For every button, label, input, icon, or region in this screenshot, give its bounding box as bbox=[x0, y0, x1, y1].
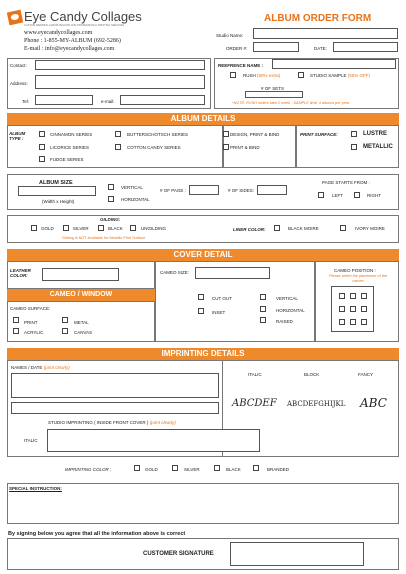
album-details-header: ALBUM DETAILS bbox=[7, 113, 399, 125]
names-field-2[interactable] bbox=[11, 402, 219, 414]
size-horizontal-label: HORIZONTAL bbox=[121, 197, 150, 202]
pos-2[interactable] bbox=[350, 293, 356, 299]
cameo-window-header: CAMEO / WINDOW bbox=[7, 289, 155, 301]
surface-acrylic-label: ACRYLIC bbox=[24, 330, 44, 335]
color-black-checkbox[interactable] bbox=[214, 465, 220, 471]
licorice-checkbox[interactable] bbox=[39, 144, 45, 150]
surface-metal-label: METAL bbox=[74, 320, 89, 325]
album-size-label: ALBUM SIZE bbox=[39, 180, 73, 186]
reference-label: REEFRENCE NAME : bbox=[218, 63, 264, 68]
cotton-candy-checkbox[interactable] bbox=[115, 144, 121, 150]
cameo-position-grid bbox=[331, 286, 374, 332]
surface-metal-checkbox[interactable] bbox=[62, 317, 68, 323]
surface-print-label: PRINT bbox=[24, 320, 38, 325]
pos-4[interactable] bbox=[339, 306, 345, 312]
liner-ivory-label: IVORY MOIRE bbox=[355, 226, 385, 231]
surface-print-checkbox[interactable] bbox=[13, 317, 19, 323]
lustre-label: LUSTRE bbox=[363, 131, 387, 137]
cameo-size-field[interactable] bbox=[195, 267, 270, 279]
date-label: DATE: bbox=[314, 46, 327, 51]
names-date-label: NAMES / DATE (print clearly) bbox=[11, 365, 70, 370]
logo-tagline: CUSTOM WEDDING ALBUM DESIGNS AND PROFESSIONAL PRINTING SERVICES bbox=[24, 24, 125, 27]
leather-label: LEATHER COLOR: bbox=[10, 268, 31, 278]
cinnamon-checkbox[interactable] bbox=[39, 131, 45, 137]
surface-acrylic-checkbox[interactable] bbox=[13, 328, 19, 334]
gild-black-checkbox[interactable] bbox=[98, 225, 104, 231]
inset-label: INSET bbox=[212, 310, 226, 315]
address-field[interactable] bbox=[35, 75, 205, 89]
gild-gold-checkbox[interactable] bbox=[31, 225, 37, 231]
cover-detail-header: COVER DETAIL bbox=[7, 249, 399, 261]
cinnamon-label: CINNAMON SERIES bbox=[50, 132, 93, 137]
logo-email: E-mail : info@eyecandycollages.com bbox=[24, 46, 115, 52]
italic-sample: ABCDEF bbox=[232, 398, 277, 409]
gild-silver-checkbox[interactable] bbox=[63, 225, 69, 231]
studio-name-field[interactable] bbox=[253, 28, 398, 39]
rush-note: *NOTE: RUSH orders take 2 week - SAMPLE limit: 4 albums per year bbox=[232, 101, 350, 105]
color-branded-checkbox[interactable] bbox=[253, 465, 259, 471]
logo-mark bbox=[7, 10, 23, 26]
sides-label: # OF SIDES: bbox=[228, 188, 255, 193]
start-right-label: RIGHT bbox=[367, 193, 381, 198]
signature-label: CUSTOMER SIGNATURE bbox=[143, 551, 214, 557]
sets-field[interactable] bbox=[245, 91, 303, 98]
rush-checkbox[interactable] bbox=[230, 72, 236, 78]
email-label: e-mail: bbox=[101, 99, 115, 104]
cameo-vertical-label: VERTICAL bbox=[276, 296, 298, 301]
gild-none-checkbox[interactable] bbox=[130, 225, 136, 231]
address-label: Address: bbox=[10, 81, 28, 86]
pos-3[interactable] bbox=[361, 293, 367, 299]
cameo-vertical-checkbox[interactable] bbox=[260, 294, 266, 300]
licorice-label: LICORICE SERIES bbox=[50, 145, 90, 150]
color-branded-label: BRANDED bbox=[267, 467, 290, 472]
pos-1[interactable] bbox=[339, 293, 345, 299]
color-gold-label: GOLD bbox=[145, 467, 158, 472]
fudge-checkbox[interactable] bbox=[39, 156, 45, 162]
inset-checkbox[interactable] bbox=[198, 308, 204, 314]
studio-imprint-field[interactable] bbox=[47, 429, 260, 452]
page-starts-label: PAGE STARTS FROM : bbox=[322, 180, 370, 185]
imprinting-header: IMPRINTING DETAILS bbox=[7, 348, 399, 360]
reference-field[interactable] bbox=[272, 59, 396, 69]
start-right-checkbox[interactable] bbox=[354, 192, 360, 198]
color-silver-checkbox[interactable] bbox=[172, 465, 178, 471]
liner-black-label: BLACK MOIRE bbox=[288, 226, 319, 231]
cameo-horizontal-label: HORIZONTAL bbox=[276, 308, 305, 313]
sides-field[interactable] bbox=[257, 185, 287, 195]
gilding-note: Gilding is NOT Available for Metallic Print Surface bbox=[62, 236, 146, 240]
pos-8[interactable] bbox=[350, 319, 356, 325]
start-left-checkbox[interactable] bbox=[318, 192, 324, 198]
cut-out-label: CUT OUT bbox=[212, 296, 232, 301]
font-block-label: BLOCK bbox=[304, 372, 320, 377]
liner-ivory-checkbox[interactable] bbox=[340, 225, 346, 231]
imprint-color-label: IMPRINTING COLOR : bbox=[65, 467, 112, 472]
size-horizontal-checkbox[interactable] bbox=[108, 196, 114, 202]
block-sample: ABCDEFGHIJKL bbox=[287, 400, 346, 408]
font-fancy-label: FANCY bbox=[358, 372, 374, 377]
gild-black-label: BLACK bbox=[108, 226, 123, 231]
cameo-position-note: Please select the placement of the cameo bbox=[328, 274, 388, 283]
logo-brand: Eye Candy Collages bbox=[24, 9, 142, 24]
cameo-horizontal-checkbox[interactable] bbox=[260, 306, 266, 312]
tel-field[interactable] bbox=[35, 95, 93, 105]
raised-label: RAISED bbox=[276, 319, 293, 324]
agreement-text: By signing below you agree that all the information above is correct bbox=[8, 531, 186, 537]
cameo-position-label: CAMEO POSITION : bbox=[334, 268, 376, 273]
logo-phone: Phone : 1-855-MY-ALBUM (692-5286) bbox=[24, 38, 121, 44]
size-vertical-checkbox[interactable] bbox=[108, 184, 114, 190]
leather-field[interactable] bbox=[42, 268, 119, 281]
surface-canvas-checkbox[interactable] bbox=[62, 328, 68, 334]
pos-9[interactable] bbox=[361, 319, 367, 325]
color-black-label: BLACK bbox=[226, 467, 241, 472]
raised-checkbox[interactable] bbox=[260, 317, 266, 323]
color-silver-label: SILVER bbox=[184, 467, 200, 472]
album-type-label: ALBUM TYPE : bbox=[9, 131, 26, 141]
pos-6[interactable] bbox=[361, 306, 367, 312]
italic-imprint-label: ITALIC bbox=[24, 438, 38, 443]
gild-none-label: UNGILDING bbox=[141, 226, 167, 231]
print-surface-label: PRINT SURFACE: bbox=[300, 132, 338, 137]
metallic-label: METALLIC bbox=[363, 144, 393, 150]
date-field[interactable] bbox=[333, 42, 398, 52]
studio-imprinting-label: STUDIO IMPRINTING ( INSIDE FRONT COVER ) (print clearly) bbox=[48, 420, 176, 425]
cameo-size-label: CAMEO SIZE: bbox=[160, 270, 190, 275]
cut-out-checkbox[interactable] bbox=[198, 294, 204, 300]
special-instruction-box[interactable] bbox=[7, 483, 399, 524]
studio-sample-checkbox[interactable] bbox=[298, 72, 304, 78]
pos-7[interactable] bbox=[339, 319, 345, 325]
print-bind-checkbox[interactable] bbox=[223, 144, 229, 150]
names-field-1[interactable] bbox=[11, 373, 219, 398]
form-title: ALBUM ORDER FORM bbox=[264, 13, 372, 24]
special-instruction-label: SPECIAL INSTRUCTION: bbox=[9, 486, 62, 491]
liner-black-checkbox[interactable] bbox=[274, 225, 280, 231]
album-size-sub: (Width x Height) bbox=[42, 199, 75, 204]
email-field[interactable] bbox=[120, 95, 205, 105]
pos-5[interactable] bbox=[350, 306, 356, 312]
rush-label: RUSH (50% extra) bbox=[243, 73, 281, 78]
studio-sample-label: STUDIO SAMPLE (50% OFF) bbox=[310, 73, 371, 78]
cameo-surface-label: CAMEO SURFACE: bbox=[10, 306, 51, 311]
gild-silver-label: SILVER bbox=[73, 226, 89, 231]
design-checkbox[interactable] bbox=[223, 131, 229, 137]
signature-field[interactable] bbox=[230, 542, 364, 566]
sets-label: # OF SETS bbox=[261, 86, 285, 91]
pages-label: # OF PAGE : bbox=[160, 188, 186, 193]
logo-url[interactable]: www.eyecandycollages.com bbox=[24, 30, 93, 36]
metallic-checkbox[interactable] bbox=[351, 144, 357, 150]
color-gold-checkbox[interactable] bbox=[134, 465, 140, 471]
design-label: DESIGN, PRINT & BIND bbox=[230, 132, 280, 137]
surface-canvas-label: CANVAS bbox=[74, 330, 93, 335]
print-bind-label: PRINT & BIND bbox=[230, 145, 260, 150]
butterscotch-checkbox[interactable] bbox=[115, 131, 121, 137]
studio-name-label: Studio Name: bbox=[216, 33, 244, 38]
fudge-label: FUDGE SERIES bbox=[50, 157, 84, 162]
contact-field[interactable] bbox=[35, 60, 205, 70]
gild-gold-label: GOLD bbox=[41, 226, 54, 231]
start-left-label: LEFT bbox=[332, 193, 344, 198]
album-size-field[interactable] bbox=[18, 186, 96, 196]
fancy-sample: ABC bbox=[360, 396, 387, 410]
pages-field[interactable] bbox=[189, 185, 219, 195]
lustre-checkbox[interactable] bbox=[351, 131, 357, 137]
order-field[interactable] bbox=[253, 42, 299, 52]
butterscotch-label: BUTTERSCHOTSCH SERIES bbox=[127, 132, 189, 137]
tel-label: Tel: bbox=[22, 99, 30, 104]
contact-label: Contact: bbox=[10, 63, 27, 68]
size-vertical-label: VERTICAL bbox=[121, 185, 143, 190]
gilding-label: GILDING: bbox=[100, 217, 121, 222]
font-italic-label: ITALIC bbox=[248, 372, 262, 377]
cotton-candy-label: COTTON CANDY SERIES bbox=[127, 145, 181, 150]
liner-label: LINER COLOR: bbox=[233, 227, 266, 232]
order-label: ORDER #: bbox=[226, 46, 248, 51]
